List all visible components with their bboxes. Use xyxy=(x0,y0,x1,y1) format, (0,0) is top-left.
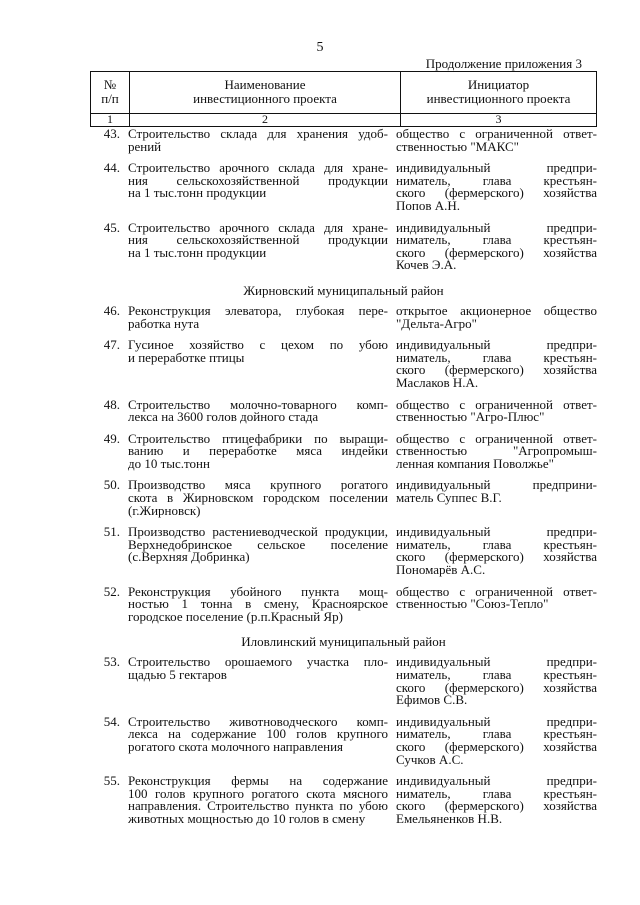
table-row xyxy=(90,339,597,389)
initiator-line: ского (фермерского) хозяйства xyxy=(396,798,597,814)
initiator-line: Ефимов С.В. xyxy=(396,692,468,708)
initiator-line: ственностью "МАКС" xyxy=(396,138,519,154)
project-name-line: Реконструкция элеватора, глубокая пере- xyxy=(128,302,388,318)
project-name xyxy=(128,656,396,706)
row-number: 53. xyxy=(103,654,120,670)
project-initiator xyxy=(396,775,597,825)
project-name-line: Строительство арочного склада для хране- xyxy=(128,160,388,176)
project-initiator xyxy=(396,526,597,576)
row-number: 44. xyxy=(103,160,120,176)
project-name-line: Строительство склада для хранения удоб- xyxy=(128,126,388,141)
initiator-line: ского (фермерского) хозяйства xyxy=(396,362,597,378)
project-initiator xyxy=(396,128,597,153)
table-row xyxy=(90,396,597,425)
project-name-line: на 1 тыс.тонн продукции xyxy=(128,185,267,201)
project-initiator xyxy=(396,339,597,389)
project-name xyxy=(128,583,396,624)
project-name xyxy=(128,775,396,825)
project-name-line: Реконструкция убойного пункта мощ- xyxy=(128,583,388,599)
project-name-line: 100 голов крупного рогатого скота мясного xyxy=(128,785,388,801)
project-initiator xyxy=(396,430,597,471)
project-name-line: животных мощностью до 10 голов в смену xyxy=(128,810,366,826)
project-name-line: (с.Верхняя Добринка) xyxy=(128,549,250,565)
header-col1-line: п/п xyxy=(101,91,119,106)
project-name xyxy=(128,162,396,212)
row-number: 51. xyxy=(103,524,120,540)
project-name-line: (г.Жирновск) xyxy=(128,502,201,518)
project-name xyxy=(128,713,396,766)
header-num-3: 3 xyxy=(401,112,597,126)
project-name-line: Строительство животноводческого комп- xyxy=(128,713,388,729)
initiator-line: ского (фермерского) хозяйства xyxy=(396,549,597,565)
project-name-line: рений xyxy=(128,138,162,154)
initiator-line: ственностью "Агропромыш- xyxy=(396,443,597,459)
table-row xyxy=(90,219,597,273)
initiator-line: Попов А.Н. xyxy=(396,197,461,213)
initiator-line: ского (фермерского) хозяйства xyxy=(396,679,597,695)
initiator-line: Кочев Э.А. xyxy=(396,257,457,273)
project-name-line: на 1 тыс.тонн продукции xyxy=(128,244,267,260)
header-col3-line: инвестиционного проекта xyxy=(426,91,571,106)
initiator-line: ниматель, глава крестьян- xyxy=(396,172,597,188)
project-name-line: Производство растениеводческой продукции, xyxy=(128,524,388,540)
row-number: 50. xyxy=(103,477,120,493)
project-initiator xyxy=(396,713,597,767)
row-number: 45. xyxy=(103,219,120,235)
initiator-line: общество с ограниченной ответ- xyxy=(396,396,597,412)
initiator-line: Емельяненков Н.В. xyxy=(396,810,503,826)
initiator-line: ственностью "Агро-Плюс" xyxy=(396,409,545,425)
project-name xyxy=(128,479,396,517)
initiator-line: Маслаков Н.А. xyxy=(396,374,479,390)
project-name xyxy=(128,339,396,389)
row-number: 48. xyxy=(103,396,120,412)
initiator-line: матель Суппес В.Г. xyxy=(396,490,502,506)
project-name xyxy=(128,396,396,425)
project-name xyxy=(128,219,396,272)
header-col-name xyxy=(130,72,401,113)
initiator-line: индивидуальный предпри- xyxy=(396,524,597,540)
project-name-line: скота в Жирновском городском поселении xyxy=(128,490,388,506)
project-name-line: Верхнедобринское сельское поселение xyxy=(128,536,388,552)
district-heading: Жирновский муниципальный район xyxy=(243,282,444,298)
project-name-line: Строительство арочного склада для хране- xyxy=(128,219,388,235)
project-name-line: Производство мяса крупного рогатого xyxy=(128,477,388,493)
continuation-note: Продолжение приложения 3 xyxy=(425,56,582,71)
initiator-line: ниматель, глава крестьян- xyxy=(396,232,597,248)
table-row xyxy=(90,128,597,153)
project-name-line: Реконструкция фермы на содержание xyxy=(128,773,388,789)
project-name-line: щадью 5 гектаров xyxy=(128,667,227,682)
page-number: 5 xyxy=(316,40,324,55)
project-initiator xyxy=(396,656,597,706)
header-col2-line: инвестиционного проекта xyxy=(193,91,337,106)
project-name-line: Строительство птицефабрики по выращи- xyxy=(128,430,388,446)
initiator-line: индивидуальный предпри- xyxy=(396,654,597,670)
initiator-line: ского (фермерского) хозяйства xyxy=(396,738,597,754)
header-num-1: 1 xyxy=(90,112,130,126)
project-name-line: направления. Строительство пункта по убою xyxy=(128,798,388,814)
table-header xyxy=(90,71,597,114)
initiator-line: индивидуальный предпри- xyxy=(396,337,597,353)
initiator-line: индивидуальный предприни- xyxy=(396,477,597,493)
project-name-line: и переработке птицы xyxy=(128,349,245,365)
project-name-line: Гусиное хозяйство с цехом по убою xyxy=(128,337,388,353)
project-name-line: рогатого скота молочного направления xyxy=(128,738,344,754)
project-name-line: Строительство молочно-товарного комп- xyxy=(128,396,388,412)
header-col2-line: Наименование xyxy=(224,77,306,92)
header-col3-line: Инициатор xyxy=(467,77,530,92)
project-initiator xyxy=(396,479,597,517)
project-name-line: до 10 тыс.тонн xyxy=(128,455,210,471)
district-heading: Иловлинский муниципальный район xyxy=(241,634,446,650)
row-number: 52. xyxy=(103,583,120,599)
initiator-line: "Дельта-Агро" xyxy=(396,315,477,331)
project-name-line: лекса на 3600 голов дойного стада xyxy=(128,409,319,425)
initiator-line: общество с ограниченной ответ- xyxy=(396,430,597,446)
initiator-line: Пономарёв А.С. xyxy=(396,562,486,578)
project-name-line: ностью 1 тонна в смену, Красноярское xyxy=(128,596,388,612)
initiator-line: Сучков А.С. xyxy=(396,751,464,767)
initiator-line: общество с ограниченной ответ- xyxy=(396,583,597,599)
project-name xyxy=(128,430,396,471)
initiator-line: ского (фермерского) хозяйства xyxy=(396,185,597,201)
project-name-line: работка нута xyxy=(128,315,200,331)
project-initiator xyxy=(396,396,597,425)
project-initiator xyxy=(396,219,597,273)
project-name xyxy=(128,302,396,331)
initiator-line: ниматель, глава крестьян- xyxy=(396,785,597,801)
initiator-line: открытое акционерное общество xyxy=(396,302,597,318)
project-initiator xyxy=(396,162,597,212)
initiator-line: ниматель, глава крестьян- xyxy=(396,536,597,552)
project-name-line: городское поселение (р.п.Красный Яр) xyxy=(128,608,343,624)
row-number: 47. xyxy=(103,337,120,353)
initiator-line: индивидуальный предпри- xyxy=(396,773,597,789)
row-number: 46. xyxy=(103,302,120,318)
project-name xyxy=(128,128,396,153)
initiator-line: ственностью "Союз-Тепло" xyxy=(396,596,549,612)
table-row xyxy=(90,430,597,471)
header-col1-line: № xyxy=(103,77,117,92)
project-initiator xyxy=(396,583,597,624)
table-row xyxy=(90,162,597,212)
project-initiator xyxy=(396,302,597,331)
header-col-initiator xyxy=(401,72,597,113)
table-row xyxy=(90,775,597,825)
initiator-line: общество с ограниченной ответ- xyxy=(396,126,597,141)
table-row xyxy=(90,479,597,517)
row-number: 43. xyxy=(103,126,120,141)
row-number: 55. xyxy=(103,773,120,789)
table-row xyxy=(90,583,597,624)
header-col-number xyxy=(90,72,130,113)
initiator-line: ниматель, глава крестьян- xyxy=(396,349,597,365)
initiator-line: индивидуальный предпри- xyxy=(396,713,597,729)
initiator-line: ского (фермерского) хозяйства xyxy=(396,244,597,260)
initiator-line: ниматель, глава крестьян- xyxy=(396,726,597,742)
header-numbering xyxy=(90,112,597,127)
initiator-line: ниматель, глава крестьян- xyxy=(396,667,597,682)
project-name-line: ния сельскохозяйственной продукции xyxy=(128,172,388,188)
project-name-line: Строительство орошаемого участка пло- xyxy=(128,654,388,670)
project-name-line: ванию и переработке мяса индейки xyxy=(128,443,388,459)
initiator-line: ленная компания Поволжье" xyxy=(396,455,554,471)
table-row xyxy=(90,713,597,767)
table-row xyxy=(90,302,597,331)
project-name xyxy=(128,526,396,576)
row-number: 54. xyxy=(103,713,120,729)
initiator-line: индивидуальный предпри- xyxy=(396,160,597,176)
initiator-line: индивидуальный предпри- xyxy=(396,219,597,235)
table-body xyxy=(90,128,597,826)
project-name-line: ния сельскохозяйственной продукции xyxy=(128,232,388,248)
table-row xyxy=(90,526,597,576)
table-row xyxy=(90,656,597,706)
project-name-line: лекса на содержание 100 голов крупного xyxy=(128,726,388,742)
row-number: 49. xyxy=(103,430,120,446)
header-num-2: 2 xyxy=(130,112,401,126)
